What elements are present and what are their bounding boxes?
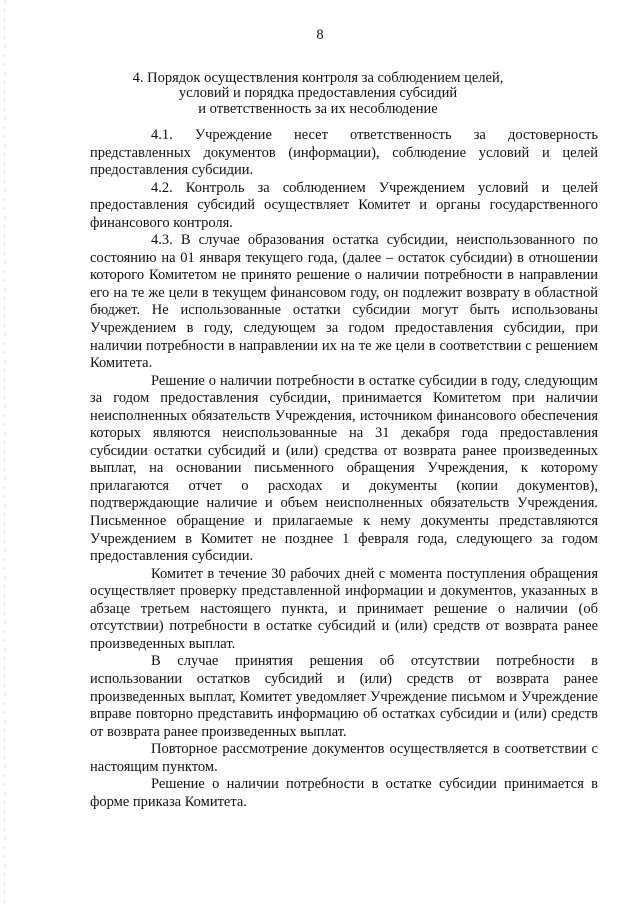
scan-edge-artifact bbox=[4, 0, 5, 905]
section-heading-line: и ответственность за их несоблюдение bbox=[198, 100, 438, 117]
section-heading bbox=[90, 71, 546, 117]
document-body bbox=[90, 127, 598, 811]
paragraph-negative-decision: В случае принятия решения об отсутствии потребности в использовании остатков субсидий и (или) средств от возврата ранее произведенных выплат, Комитет уведомляет Учреждение письмом и Учреждение вправе повторно представить информацию об остатках субсидии и (или) средств от возврата ранее произведенных выплат. bbox=[90, 653, 598, 740]
paragraph-decision-on-need: Решение о наличии потребности в остатке субсидии в году, следующим за годом предоставления субсидии, принимается Комитетом при наличии неисполненных обязательств Учреждения, источником финансового обеспечения которых являются неиспользованные на 31 декабря года предоставления субсидии остатки субсидий и (или) средства от возврата ранее произведенных выплат, на основании письменного обращения Учреждения, к которому прилагаются отчет о расходах и документы (копии документов), подтверждающие наличие и объем неисполненных обязательств Учреждения. Письменное обращение и прилагаемые к нему документы представляются Учреждением в Комитет не позднее 1 февраля года, следующего за годом предоставления субсидии. bbox=[90, 372, 598, 565]
section-heading-line: условий и порядка предоставления субсидий bbox=[178, 85, 458, 102]
paragraph-repeat-review: Повторное рассмотрение документов осуществляется в соответствии с настоящим пунктом. bbox=[90, 741, 598, 775]
page-number: 8 bbox=[316, 27, 324, 43]
section-heading-line: 4. Порядок осуществления контроля за соблюдением целей, bbox=[132, 70, 504, 86]
paragraph-committee-review: Комитет в течение 30 рабочих дней с момента поступления обращения осуществляет проверку представленной информации и документов, указанных в абзаце третьем настоящего пункта, и принимает решение о наличии (об отсутствии) потребности в остатке субсидий и (или) средств от возврата ранее произведенных выплат. bbox=[90, 565, 598, 652]
paragraph-4-2: 4.2. Контроль за соблюдением Учреждением условий и целей предоставления субсидий осуществляет Комитет и органы государственного финансового контроля. bbox=[90, 179, 598, 231]
paragraph-order-form: Решение о наличии потребности в остатке субсидии принимается в форме приказа Комитета. bbox=[90, 776, 598, 810]
paragraph-4-1: 4.1. Учреждение несет ответственность за достоверность представленных документов (информации), соблюдение условий и целей предоставления субсидии. bbox=[90, 127, 598, 179]
paragraph-4-3: 4.3. В случае образования остатка субсидии, неиспользованного по состоянию на 01 января текущего года, (далее – остаток субсидии) в отношении которого Комитетом не принято решение о наличии потребности в направлении его на те же цели в текущем финансовом году, он подлежит возврату в областной бюджет. Не использованные остатки субсидии могут быть использованы Учреждением в году, следующем за годом предоставления субсидии, при наличии потребности в направлении их на те же цели в соответствии с решением Комитета. bbox=[90, 232, 598, 372]
